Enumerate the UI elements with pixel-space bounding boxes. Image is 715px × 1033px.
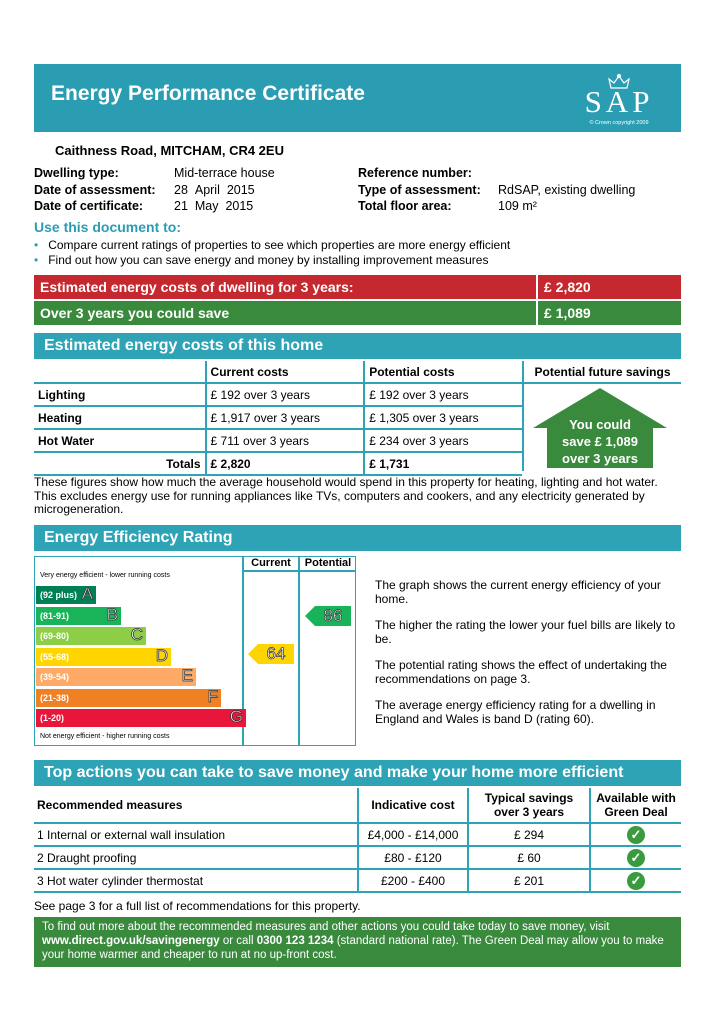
estimated-costs-bar (34, 275, 681, 299)
use-document-title: Use this document to: (34, 219, 182, 235)
energy-costs-table (34, 361, 522, 476)
savings-arrow-text: You could save £ 1,089 over 3 years (562, 417, 638, 466)
actions-section-title: Top actions you can take to save money and make your home more efficient (34, 760, 681, 786)
band-range: (21-38) (40, 692, 70, 703)
rating-band-c (36, 627, 146, 645)
table-row (34, 429, 522, 452)
savings-arrow (533, 388, 667, 468)
measure-cost: £200 - £400 (358, 869, 468, 892)
property-address: Caithness Road, MITCHAM, CR4 2EU (55, 143, 284, 158)
sap-logo (573, 72, 665, 128)
paragraph: The average energy efficiency rating for a dwelling in England and Wales is band D (rating 60). (375, 698, 656, 726)
savings-bar (34, 301, 681, 325)
column-header: Indicative cost (358, 788, 468, 823)
check-icon: ✓ (627, 826, 645, 844)
floor-area-value: 109 m² (498, 199, 537, 213)
measure-cost: £80 - £120 (358, 846, 468, 869)
list-item: • Compare current ratings of properties to see which properties are more energy efficient (34, 238, 511, 252)
table-row (34, 406, 522, 429)
column-header: Typical savings over 3 years (468, 788, 590, 823)
see-page-note: See page 3 for a full list of recommendations for this property. (34, 899, 361, 913)
table-row (34, 383, 522, 406)
potential-cost: £ 1,305 over 3 years (364, 406, 522, 429)
band-range: (69-80) (40, 631, 70, 641)
band-letter: C (130, 625, 143, 644)
savings-value: £ 1,089 (544, 305, 591, 321)
assessment-date-label: Date of assessment: (34, 183, 156, 197)
row-label: Lighting (34, 383, 206, 406)
column-header: Potential costs (364, 361, 522, 383)
measure-name: 1 Internal or external wall insulation (34, 823, 358, 846)
totals-potential: £ 1,731 (364, 452, 522, 475)
potential-column-header: Potential (304, 557, 352, 569)
rating-band-d (36, 645, 171, 666)
sap-logo-text: SAP (584, 84, 654, 119)
column-header: Recommended measures (34, 788, 358, 823)
measure-name: 3 Hot water cylinder thermostat (34, 869, 358, 892)
certificate-header (34, 64, 681, 132)
floor-area-label: Total floor area: (358, 199, 452, 213)
current-cost: £ 711 over 3 years (206, 429, 365, 452)
current-cost: £ 192 over 3 years (206, 383, 365, 406)
measure-name: 2 Draught proofing (34, 846, 358, 869)
estimated-costs-section-title: Estimated energy costs of this home (34, 333, 681, 359)
band-range: (39-54) (40, 672, 70, 682)
column-header: Current costs (206, 361, 365, 383)
band-range: (1-20) (40, 713, 65, 723)
rating-band-f (36, 686, 221, 707)
measure-cost: £4,000 - £14,000 (358, 823, 468, 846)
certificate-date-value: 21 May 2015 (174, 199, 254, 213)
table-row (34, 823, 681, 846)
column-header: Available with Green Deal (590, 788, 681, 823)
estimated-costs-value: £ 2,820 (544, 279, 591, 295)
row-label: Hot Water (34, 429, 206, 452)
future-savings-header: Potential future savings (534, 365, 671, 379)
check-icon: ✓ (627, 872, 645, 890)
band-letter: F (207, 686, 218, 706)
totals-row (34, 452, 522, 475)
table-row (34, 869, 681, 892)
current-rating-marker (248, 644, 294, 664)
totals-label: Totals (34, 452, 206, 475)
table-header-row (34, 788, 681, 823)
measure-saving: £ 60 (468, 846, 590, 869)
potential-cost: £ 234 over 3 years (364, 429, 522, 452)
rating-band-b (36, 604, 121, 625)
band-letter: A (81, 584, 93, 603)
footer-info-box: To find out more about the recommended measures and other actions you could take today to save money, visit www.direct.gov.uk/savingenergy or call 0300 123 1234 (standard national rate). The Green Deal may allow you to make your home warmer and cheaper to run at no up-front cost. (34, 917, 681, 967)
paragraph: The graph shows the current energy efficiency of your home. (375, 578, 661, 606)
band-letter: E (181, 666, 193, 685)
band-range: (81-91) (40, 610, 70, 621)
list-item: • Find out how you can save energy and money by installing improvement measures (34, 253, 489, 267)
current-rating-value: 64 (266, 644, 286, 663)
page-title: Energy Performance Certificate (51, 82, 365, 105)
efficiency-explanation (375, 578, 680, 726)
saving-energy-link[interactable]: www.direct.gov.uk/savingenergy (42, 935, 220, 947)
use-document-list (34, 238, 510, 268)
dwelling-type-value: Mid-terrace house (174, 166, 275, 180)
bottom-note: Not energy efficient - higher running costs (40, 733, 170, 740)
measures-table (34, 788, 681, 893)
top-note: Very energy efficient - lower running costs (40, 572, 170, 579)
measure-saving: £ 294 (468, 823, 590, 846)
row-label: Heating (34, 406, 206, 429)
rating-band-e (36, 668, 196, 686)
band-letter: B (106, 604, 118, 624)
efficiency-section-title: Energy Efficiency Rating (34, 525, 681, 551)
copyright-text: © Crown copyright 2009 (589, 120, 649, 126)
paragraph: The potential rating shows the effect of undertaking the recommendations on page 3. (375, 658, 667, 686)
estimated-costs-label: Estimated energy costs of dwelling for 3 years: (40, 279, 354, 295)
current-column-header: Current (251, 557, 291, 569)
assessment-date-value: 28 April 2015 (174, 183, 255, 197)
table-header-row (34, 361, 522, 383)
check-icon: ✓ (627, 849, 645, 867)
assessment-type-label: Type of assessment: (358, 183, 481, 197)
band-letter: G (229, 707, 243, 726)
band-letter: D (155, 645, 168, 665)
table-row (34, 846, 681, 869)
rating-band-g (36, 709, 246, 727)
potential-cost: £ 192 over 3 years (364, 383, 522, 406)
current-cost: £ 1,917 over 3 years (206, 406, 365, 429)
certificate-date-label: Date of certificate: (34, 199, 144, 213)
savings-label: Over 3 years you could save (40, 305, 230, 321)
totals-current: £ 2,820 (206, 452, 365, 475)
reference-label: Reference number: (358, 166, 472, 180)
band-range: (92 plus) (40, 590, 78, 600)
measure-saving: £ 201 (468, 869, 590, 892)
potential-rating-value: 86 (323, 606, 343, 625)
band-range: (55-68) (40, 651, 70, 662)
dwelling-type-label: Dwelling type: (34, 166, 119, 180)
assessment-type-value: RdSAP, existing dwelling (498, 183, 636, 197)
paragraph: The higher the rating the lower your fuel bills are likely to be. (375, 618, 676, 646)
rating-band-a (36, 586, 96, 604)
phone-number: 0300 123 1234 (256, 935, 334, 947)
potential-rating-marker (305, 606, 351, 626)
costs-explanation: These figures show how much the average household would spend in this property for heating, lighting and hot water. This excludes energy use for running appliances like TVs, computers and cookers, and any electricity generated by microgeneration. (34, 475, 658, 516)
